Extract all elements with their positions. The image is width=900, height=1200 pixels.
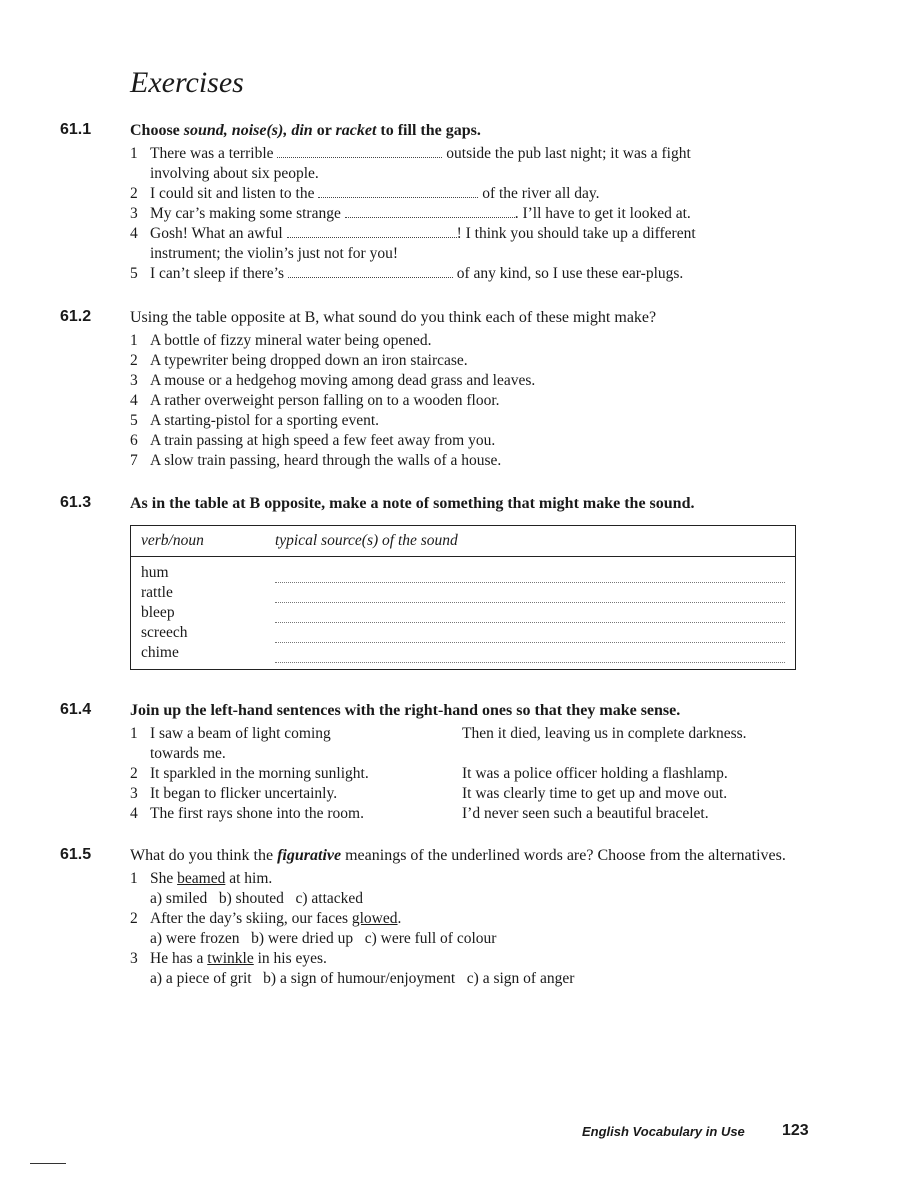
question-item: 2 After the day’s skiing, our faces glowed. a) were frozen b) were dried up c) were full of colour	[130, 909, 830, 949]
page-title: Exercises	[130, 66, 244, 99]
match-item: 4 The first rays shone into the room. I’d never seen such a beautiful bracelet.	[130, 805, 709, 822]
table-row: chime	[131, 643, 796, 670]
exercise-heading: What do you think the figurative meanings of the underlined words are? Choose from the alternatives.	[130, 847, 786, 864]
exercise-heading: As in the table at B opposite, make a note of something that might make the sound.	[130, 495, 695, 512]
answer-blank[interactable]	[275, 608, 785, 623]
book-title: English Vocabulary in Use	[582, 1124, 745, 1139]
question-item: 1 She beamed at him. a) smiled b) shouted c) attacked	[130, 869, 830, 909]
gap-blank[interactable]	[288, 264, 453, 278]
gap-blank[interactable]	[318, 184, 478, 198]
match-item: 3 It began to flicker uncertainly. It was clearly time to get up and move out.	[130, 785, 728, 802]
exercise-heading: Join up the left-hand sentences with the right-hand ones so that they make sense.	[130, 702, 681, 719]
table-header-verb-noun: verb/noun	[131, 526, 266, 557]
table-row: rattle	[131, 583, 796, 603]
gap-item: 4 Gosh! What an awful ! I think you should take up a different instrument; the violin’s just not for you!	[130, 225, 696, 262]
answer-blank[interactable]	[275, 588, 785, 603]
answer-blank[interactable]	[275, 648, 785, 663]
sound-source-table	[130, 525, 796, 670]
exercise-number: 61.3	[60, 494, 92, 511]
match-item: 1 I saw a beam of light coming towards me. Then it died, leaving us in complete darkness.	[130, 725, 747, 762]
exercise-number: 61.2	[60, 308, 92, 325]
table-row: screech	[131, 623, 796, 643]
list-item: 7 A slow train passing, heard through the walls of a house.	[130, 452, 502, 469]
alternatives: a) were frozen b) were dried up c) were full of colour	[150, 930, 497, 947]
footer-rule	[30, 1163, 66, 1164]
exercise-61-5	[60, 846, 830, 989]
match-item: 2 It sparkled in the morning sunlight. It was a police officer holding a flashlamp.	[130, 765, 728, 782]
exercise-number: 61.1	[60, 121, 92, 138]
list-item: 5 A starting-pistol for a sporting event.	[130, 412, 380, 429]
exercise-61-3	[60, 494, 830, 514]
page-number: 123	[782, 1122, 809, 1139]
table-row: hum	[131, 557, 796, 584]
exercise-heading: Choose sound, noise(s), din or racket to fill the gaps.	[130, 122, 481, 139]
list-item: 4 A rather overweight person falling on to a wooden floor.	[130, 392, 500, 409]
gap-blank[interactable]	[345, 204, 515, 218]
table-row: bleep	[131, 603, 796, 623]
list-item: 1 A bottle of fizzy mineral water being opened.	[130, 332, 432, 349]
exercise-heading: Using the table opposite at B, what sound do you think each of these might make?	[130, 309, 657, 326]
list-item: 2 A typewriter being dropped down an iron staircase.	[130, 352, 468, 369]
exercise-61-1	[60, 121, 830, 284]
exercise-number: 61.5	[60, 846, 92, 863]
alternatives: a) smiled b) shouted c) attacked	[150, 890, 364, 907]
exercise-number: 61.4	[60, 701, 92, 718]
answer-blank[interactable]	[275, 568, 785, 583]
gap-item: 2 I could sit and listen to the of the river all day.	[130, 185, 600, 202]
gap-blank[interactable]	[287, 224, 457, 238]
gap-item: 1 There was a terrible outside the pub last night; it was a fight involving about six people.	[130, 145, 691, 182]
answer-blank[interactable]	[275, 628, 785, 643]
question-item: 3 He has a twinkle in his eyes. a) a piece of grit b) a sign of humour/enjoyment c) a sign of anger	[130, 949, 830, 989]
alternatives: a) a piece of grit b) a sign of humour/enjoyment c) a sign of anger	[150, 970, 575, 987]
list-item: 3 A mouse or a hedgehog moving among dead grass and leaves.	[130, 372, 536, 389]
exercise-61-4	[60, 701, 830, 824]
table-header-source: typical source(s) of the sound	[265, 526, 796, 557]
gap-item: 5 I can’t sleep if there’s of any kind, so I use these ear-plugs.	[130, 265, 684, 282]
gap-item: 3 My car’s making some strange . I’ll have to get it looked at.	[130, 205, 691, 222]
list-item: 6 A train passing at high speed a few feet away from you.	[130, 432, 496, 449]
exercise-61-2	[60, 308, 830, 471]
gap-blank[interactable]	[277, 144, 442, 158]
